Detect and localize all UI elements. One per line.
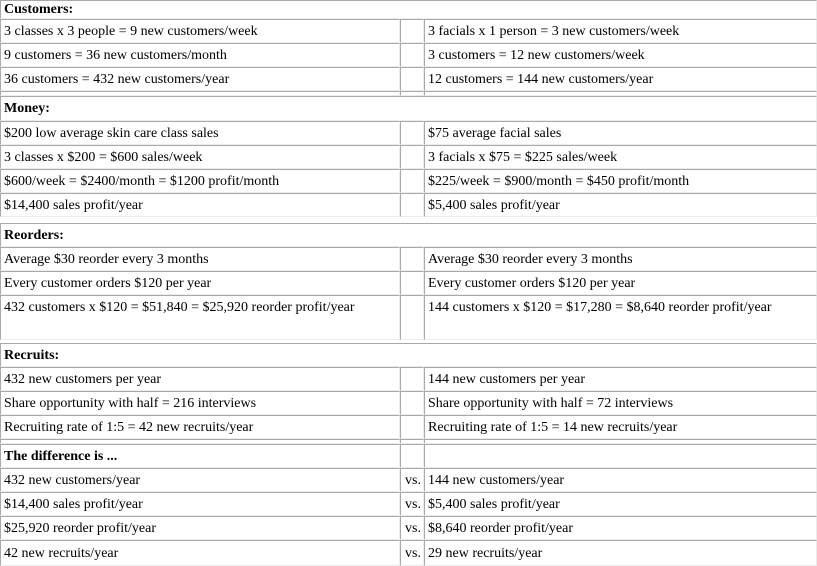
spacer-cell <box>400 19 424 43</box>
recruits-left-cell: Recruiting rate of 1:5 = 42 new recruits/year <box>0 415 400 439</box>
difference-left-cell: 432 new customers/year <box>0 468 400 492</box>
vs-label: vs. <box>400 492 424 516</box>
difference-left-cell: $14,400 sales profit/year <box>0 492 400 516</box>
difference-right-cell: $5,400 sales profit/year <box>424 492 817 516</box>
spacer-cell <box>400 121 424 145</box>
recruits-left-cell: 432 new customers per year <box>0 367 400 391</box>
money-right-cell: $75 average facial sales <box>424 121 817 145</box>
spacer-cell <box>400 247 424 271</box>
spacer-cell <box>400 43 424 67</box>
spacer-cell <box>400 145 424 169</box>
recruits-left-cell: Share opportunity with half = 216 interviews <box>0 391 400 415</box>
money-left-cell: 3 classes x $200 = $600 sales/week <box>0 145 400 169</box>
difference-right-cell: 29 new recruits/year <box>424 540 817 566</box>
reorders-right-cell: Average $30 reorder every 3 months <box>424 247 817 271</box>
spacer-cell <box>424 444 817 468</box>
money-right-cell: $225/week = $900/month = $450 profit/month <box>424 169 817 193</box>
reorders-left-cell: Every customer orders $120 per year <box>0 271 400 295</box>
section-heading-recruits: Recruits: <box>0 343 817 367</box>
spacer-cell <box>400 415 424 439</box>
money-left-cell: $14,400 sales profit/year <box>0 193 400 217</box>
difference-left-cell: 42 new recruits/year <box>0 540 400 566</box>
reorders-left-cell: Average $30 reorder every 3 months <box>0 247 400 271</box>
money-left-cell: $600/week = $2400/month = $1200 profit/month <box>0 169 400 193</box>
spacer-cell <box>400 367 424 391</box>
reorders-left-cell: 432 customers x $120 = $51,840 = $25,920 reorder profit/year <box>0 295 400 340</box>
customers-right-cell: 12 customers = 144 new customers/year <box>424 67 817 91</box>
money-right-cell: $5,400 sales profit/year <box>424 193 817 217</box>
money-left-cell: $200 low average skin care class sales <box>0 121 400 145</box>
vs-label: vs. <box>400 468 424 492</box>
reorders-right-cell: Every customer orders $120 per year <box>424 271 817 295</box>
spacer-cell <box>400 67 424 91</box>
money-right-cell: 3 facials x $75 = $225 sales/week <box>424 145 817 169</box>
spacer-cell <box>400 271 424 295</box>
customers-left-cell: 9 customers = 36 new customers/month <box>0 43 400 67</box>
recruits-right-cell: Share opportunity with half = 72 interviews <box>424 391 817 415</box>
customers-right-cell: 3 facials x 1 person = 3 new customers/week <box>424 19 817 43</box>
customers-right-cell: 3 customers = 12 new customers/week <box>424 43 817 67</box>
vs-label: vs. <box>400 540 424 566</box>
spacer-cell <box>400 193 424 217</box>
spacer-cell <box>400 444 424 468</box>
customers-left-cell: 3 classes x 3 people = 9 new customers/week <box>0 19 400 43</box>
recruits-right-cell: Recruiting rate of 1:5 = 14 new recruits/year <box>424 415 817 439</box>
section-heading-difference: The difference is ... <box>0 444 400 468</box>
reorders-right-cell: 144 customers x $120 = $17,280 = $8,640 reorder profit/year <box>424 295 817 340</box>
recruits-right-cell: 144 new customers per year <box>424 367 817 391</box>
spacer-cell <box>400 391 424 415</box>
section-heading-money: Money: <box>0 96 817 121</box>
customers-left-cell: 36 customers = 432 new customers/year <box>0 67 400 91</box>
difference-left-cell: $25,920 reorder profit/year <box>0 516 400 540</box>
section-heading-reorders: Reorders: <box>0 223 817 247</box>
difference-right-cell: $8,640 reorder profit/year <box>424 516 817 540</box>
section-heading-customers: Customers: <box>0 0 817 19</box>
spacer-cell <box>400 295 424 340</box>
spacer-cell <box>400 169 424 193</box>
vs-label: vs. <box>400 516 424 540</box>
difference-right-cell: 144 new customers/year <box>424 468 817 492</box>
